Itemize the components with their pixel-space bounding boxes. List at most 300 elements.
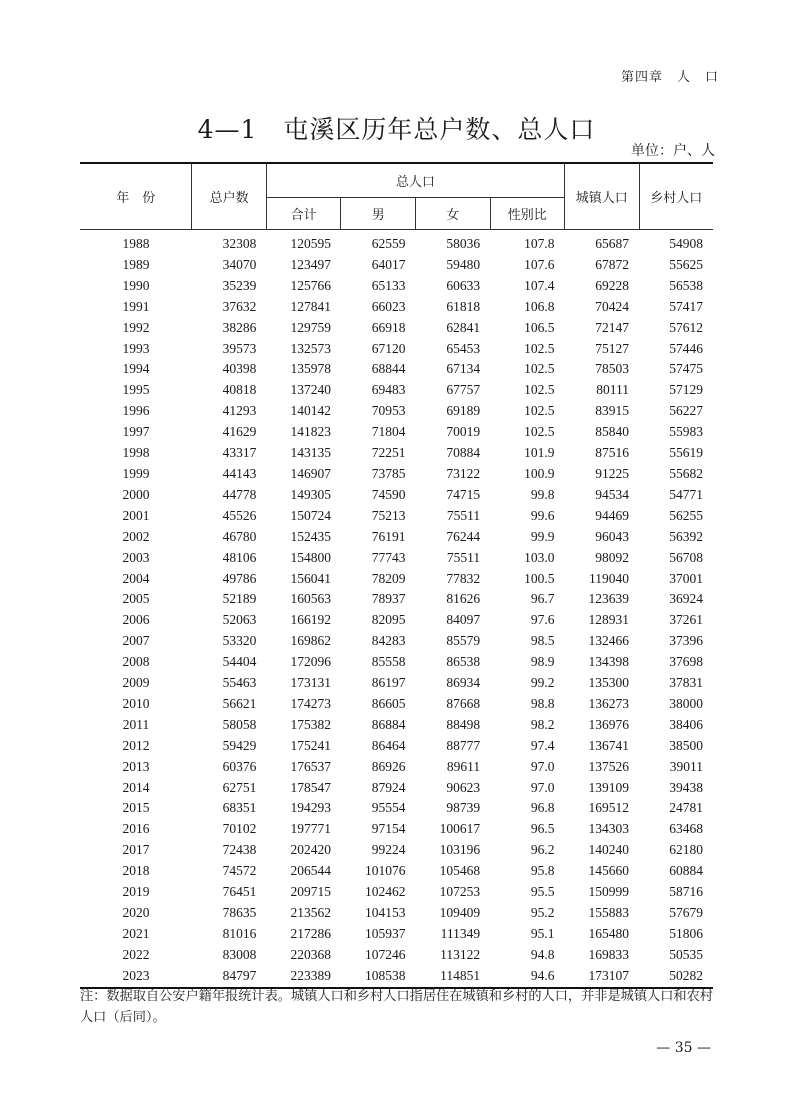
value-cell: 88777 — [446, 737, 481, 753]
table-row — [80, 652, 713, 673]
value-cell: 128931 — [588, 612, 630, 628]
value-cell: 58058 — [222, 716, 257, 732]
value-cell: 56392 — [669, 528, 703, 544]
value-cell: 107.4 — [524, 277, 555, 293]
value-cell: 169512 — [588, 800, 630, 816]
value-cell: 96.5 — [530, 821, 555, 837]
value-cell: 103.0 — [524, 549, 555, 565]
value-cell: 169862 — [290, 633, 331, 649]
year-cell: 1999 — [122, 465, 150, 481]
value-cell: 97154 — [371, 821, 406, 837]
table-row — [80, 297, 713, 318]
year-cell: 2020 — [122, 905, 150, 920]
value-cell: 55983 — [669, 424, 703, 440]
value-cell: 68844 — [371, 361, 406, 377]
table-row — [80, 527, 713, 548]
value-cell: 149305 — [290, 486, 331, 502]
value-cell: 37396 — [669, 633, 703, 649]
value-cell: 145660 — [588, 863, 630, 879]
value-cell: 87668 — [446, 695, 481, 711]
value-cell: 107.6 — [524, 256, 555, 272]
header-year: 年 份 — [80, 163, 192, 230]
header-sex-ratio: 性别比 — [490, 198, 564, 230]
value-cell: 152435 — [290, 528, 331, 544]
value-cell: 61818 — [446, 298, 481, 314]
value-cell: 54908 — [669, 236, 703, 251]
value-cell: 43317 — [222, 445, 257, 461]
value-cell: 173131 — [290, 675, 331, 691]
value-cell: 86605 — [371, 695, 406, 711]
value-cell: 77743 — [371, 549, 406, 565]
table-row — [80, 359, 713, 380]
table-row — [80, 861, 713, 882]
year-cell: 2012 — [122, 737, 150, 753]
value-cell: 39438 — [669, 779, 703, 795]
value-cell: 143135 — [290, 445, 331, 461]
value-cell: 83008 — [222, 946, 257, 962]
value-cell: 78209 — [371, 570, 406, 586]
value-cell: 94469 — [595, 507, 630, 523]
value-cell: 65453 — [446, 340, 481, 356]
value-cell: 101076 — [365, 863, 406, 879]
value-cell: 81016 — [222, 925, 257, 941]
table-row — [80, 757, 713, 778]
value-cell: 40818 — [222, 382, 257, 398]
table-row — [80, 506, 713, 527]
value-cell: 97.0 — [530, 758, 555, 774]
value-cell: 155883 — [588, 905, 630, 920]
year-cell: 2005 — [122, 591, 150, 607]
value-cell: 87924 — [371, 779, 406, 795]
value-cell: 135300 — [588, 675, 630, 691]
value-cell: 70424 — [595, 298, 630, 314]
value-cell: 99.6 — [530, 507, 555, 523]
value-cell: 72438 — [222, 842, 257, 858]
value-cell: 91225 — [595, 465, 630, 481]
value-cell: 34070 — [222, 256, 257, 272]
value-cell: 69483 — [371, 382, 406, 398]
table-title: 4—1 屯溪区历年总户数、总人口 — [197, 115, 596, 144]
value-cell: 213562 — [290, 905, 331, 920]
value-cell: 99.9 — [530, 528, 555, 544]
value-cell: 98.5 — [530, 633, 555, 649]
value-cell: 150724 — [290, 507, 331, 523]
value-cell: 50282 — [639, 966, 713, 988]
year-cell: 2000 — [122, 486, 150, 502]
table-row — [80, 966, 713, 988]
value-cell: 55463 — [222, 675, 257, 691]
table-row — [80, 589, 713, 610]
value-cell: 102.5 — [524, 361, 555, 377]
value-cell: 66023 — [371, 298, 406, 314]
table-row — [80, 694, 713, 715]
value-cell: 38286 — [222, 319, 257, 335]
value-cell: 140240 — [588, 842, 630, 858]
value-cell: 74590 — [371, 486, 406, 502]
value-cell: 78937 — [371, 591, 406, 607]
value-cell: 56538 — [669, 277, 703, 293]
value-cell: 100617 — [439, 821, 481, 837]
table-row — [80, 548, 713, 569]
year-cell: 1996 — [122, 403, 150, 419]
year-cell: 1990 — [122, 277, 150, 293]
value-cell: 85840 — [595, 424, 630, 440]
table-row — [80, 631, 713, 652]
year-cell: 2015 — [122, 800, 150, 816]
value-cell: 40398 — [222, 361, 257, 377]
year-cell: 2007 — [122, 633, 150, 649]
page-number: — 35 — — [656, 1040, 711, 1056]
value-cell: 51806 — [669, 925, 703, 941]
value-cell: 68351 — [222, 800, 257, 816]
header-total-population: 总人口 — [266, 163, 564, 198]
value-cell: 98092 — [595, 549, 630, 565]
header-rural: 乡村人口 — [639, 163, 713, 230]
value-cell: 98.8 — [530, 695, 555, 711]
year-cell: 1991 — [122, 298, 150, 314]
value-cell: 98.2 — [530, 716, 555, 732]
table-row — [80, 736, 713, 757]
value-cell: 62180 — [669, 842, 703, 858]
value-cell: 123497 — [290, 256, 331, 272]
value-cell: 134398 — [588, 654, 630, 670]
value-cell: 75127 — [595, 340, 630, 356]
value-cell: 160563 — [290, 591, 331, 607]
value-cell: 114851 — [416, 966, 491, 988]
value-cell: 135978 — [290, 361, 331, 377]
table-row — [80, 569, 713, 590]
table-row — [80, 255, 713, 276]
table-row — [80, 840, 713, 861]
value-cell: 56255 — [669, 507, 703, 523]
value-cell: 136976 — [588, 716, 630, 732]
year-cell: 1997 — [122, 424, 150, 440]
value-cell: 56708 — [669, 549, 703, 565]
year-cell: 2011 — [122, 716, 150, 732]
value-cell: 64017 — [371, 256, 406, 272]
value-cell: 156041 — [290, 570, 331, 586]
year-cell: 2019 — [122, 884, 150, 900]
value-cell: 57679 — [669, 905, 703, 920]
value-cell: 139109 — [588, 779, 630, 795]
value-cell: 132573 — [290, 340, 331, 356]
value-cell: 65687 — [595, 236, 630, 251]
value-cell: 141823 — [290, 424, 331, 440]
value-cell: 86934 — [446, 675, 481, 691]
value-cell: 35239 — [222, 277, 257, 293]
value-cell: 65133 — [371, 277, 406, 293]
chapter-header: 第四章 人 口 — [620, 70, 719, 85]
value-cell: 50535 — [669, 946, 703, 962]
value-cell: 129759 — [290, 319, 331, 335]
value-cell: 102.5 — [524, 340, 555, 356]
value-cell: 36924 — [669, 591, 703, 607]
value-cell: 60884 — [669, 863, 703, 879]
value-cell: 72147 — [595, 319, 630, 335]
value-cell: 59429 — [222, 737, 257, 753]
year-cell: 2017 — [122, 842, 150, 858]
value-cell: 136741 — [588, 737, 630, 753]
value-cell: 57612 — [669, 319, 703, 335]
value-cell: 194293 — [290, 800, 331, 816]
value-cell: 220368 — [290, 946, 331, 962]
value-cell: 217286 — [290, 925, 331, 941]
header-female: 女 — [416, 198, 491, 230]
value-cell: 37831 — [669, 675, 703, 691]
table-row — [80, 230, 713, 255]
value-cell: 67872 — [595, 256, 630, 272]
value-cell: 52189 — [222, 591, 257, 607]
value-cell: 106.5 — [524, 319, 555, 335]
value-cell: 105468 — [439, 863, 481, 879]
year-cell: 2023 — [80, 966, 192, 988]
value-cell: 97.6 — [530, 612, 555, 628]
value-cell: 70884 — [446, 445, 481, 461]
value-cell: 37698 — [669, 654, 703, 670]
value-cell: 111349 — [440, 925, 481, 941]
value-cell: 75511 — [446, 549, 481, 565]
table-row — [80, 276, 713, 297]
value-cell: 48106 — [222, 549, 257, 565]
year-cell: 2018 — [122, 863, 150, 879]
value-cell: 104153 — [365, 905, 406, 920]
value-cell: 94.6 — [490, 966, 564, 988]
value-cell: 44143 — [222, 465, 257, 481]
table-row — [80, 778, 713, 799]
value-cell: 172096 — [290, 654, 331, 670]
table-row — [80, 924, 713, 945]
unit-label: 单位：户、人 — [631, 143, 715, 159]
value-cell: 150999 — [588, 884, 630, 900]
value-cell: 154800 — [290, 549, 331, 565]
table-row — [80, 485, 713, 506]
value-cell: 59480 — [446, 256, 481, 272]
table-row — [80, 903, 713, 924]
value-cell: 69189 — [446, 403, 481, 419]
value-cell: 169833 — [588, 946, 630, 962]
header-male: 男 — [341, 198, 416, 230]
value-cell: 57475 — [669, 361, 703, 377]
year-cell: 2022 — [122, 946, 150, 962]
value-cell: 58036 — [446, 236, 481, 251]
value-cell: 99.8 — [530, 486, 555, 502]
value-cell: 45526 — [222, 507, 257, 523]
value-cell: 166192 — [290, 612, 331, 628]
year-cell: 1993 — [122, 340, 150, 356]
value-cell: 73785 — [371, 465, 406, 481]
value-cell: 38000 — [669, 695, 703, 711]
value-cell: 86538 — [446, 654, 481, 670]
value-cell: 176537 — [290, 758, 331, 774]
value-cell: 101.9 — [524, 445, 555, 461]
year-cell: 2004 — [122, 570, 150, 586]
value-cell: 72251 — [371, 445, 406, 461]
value-cell: 76244 — [446, 528, 481, 544]
value-cell: 38406 — [669, 716, 703, 732]
value-cell: 56621 — [222, 695, 257, 711]
year-cell: 2010 — [122, 695, 150, 711]
value-cell: 107.8 — [524, 236, 555, 251]
value-cell: 70102 — [222, 821, 257, 837]
value-cell: 102.5 — [524, 424, 555, 440]
header-urban: 城镇人口 — [564, 163, 639, 230]
header-households: 总户数 — [192, 163, 266, 230]
value-cell: 52063 — [222, 612, 257, 628]
value-cell: 96.2 — [530, 842, 555, 858]
value-cell: 123639 — [588, 591, 630, 607]
table-row — [80, 339, 713, 360]
value-cell: 60376 — [222, 758, 257, 774]
value-cell: 146907 — [290, 465, 331, 481]
value-cell: 69228 — [595, 277, 630, 293]
value-cell: 57417 — [669, 298, 703, 314]
value-cell: 137240 — [290, 382, 331, 398]
year-cell: 1998 — [122, 445, 150, 461]
value-cell: 125766 — [290, 277, 331, 293]
value-cell: 99224 — [371, 842, 406, 858]
value-cell: 54404 — [222, 654, 257, 670]
value-cell: 76191 — [371, 528, 406, 544]
value-cell: 83915 — [595, 403, 630, 419]
value-cell: 95.8 — [530, 863, 555, 879]
value-cell: 60633 — [446, 277, 481, 293]
value-cell: 175241 — [290, 737, 331, 753]
value-cell: 84797 — [192, 966, 266, 988]
value-cell: 102462 — [365, 884, 406, 900]
value-cell: 140142 — [290, 403, 331, 419]
value-cell: 173107 — [564, 966, 639, 988]
value-cell: 178547 — [290, 779, 331, 795]
value-cell: 74715 — [446, 486, 481, 502]
value-cell: 67120 — [371, 340, 406, 356]
value-cell: 136273 — [588, 695, 630, 711]
value-cell: 100.9 — [524, 465, 555, 481]
year-cell: 2021 — [122, 925, 150, 941]
value-cell: 94534 — [595, 486, 630, 502]
value-cell: 108538 — [341, 966, 416, 988]
value-cell: 109409 — [439, 905, 481, 920]
year-cell: 2008 — [122, 654, 150, 670]
value-cell: 165480 — [588, 925, 630, 941]
value-cell: 78635 — [222, 905, 257, 920]
table-row — [80, 380, 713, 401]
year-cell: 2001 — [122, 507, 150, 523]
value-cell: 41293 — [222, 403, 257, 419]
value-cell: 86926 — [371, 758, 406, 774]
value-cell: 82095 — [371, 612, 406, 628]
table-row — [80, 798, 713, 819]
value-cell: 81626 — [446, 591, 481, 607]
value-cell: 209715 — [290, 884, 331, 900]
value-cell: 96.7 — [530, 591, 555, 607]
table-row — [80, 945, 713, 966]
value-cell: 85558 — [371, 654, 406, 670]
table-row — [80, 422, 713, 443]
value-cell: 73122 — [446, 465, 481, 481]
value-cell: 70019 — [446, 424, 481, 440]
year-cell: 2014 — [122, 779, 150, 795]
value-cell: 53320 — [222, 633, 257, 649]
value-cell: 84283 — [371, 633, 406, 649]
value-cell: 39011 — [669, 758, 703, 774]
value-cell: 120595 — [290, 236, 331, 251]
value-cell: 54771 — [669, 486, 703, 502]
value-cell: 134303 — [588, 821, 630, 837]
footnote: 注：数据取自公安户籍年报统计表。城镇人口和乡村人口指居住在城镇和乡村的人口，并非是城镇人口和农村人口（后同）。 — [80, 989, 713, 1025]
value-cell: 137526 — [588, 758, 630, 774]
year-cell: 2002 — [122, 528, 150, 544]
table-row — [80, 318, 713, 339]
value-cell: 55682 — [669, 465, 703, 481]
value-cell: 202420 — [290, 842, 331, 858]
value-cell: 24781 — [669, 800, 703, 816]
value-cell: 55625 — [669, 256, 703, 272]
value-cell: 95.2 — [530, 905, 555, 920]
value-cell: 106.8 — [524, 298, 555, 314]
value-cell: 39573 — [222, 340, 257, 356]
value-cell: 98739 — [446, 800, 481, 816]
value-cell: 89611 — [446, 758, 481, 774]
table-row — [80, 882, 713, 903]
value-cell: 206544 — [290, 863, 331, 879]
value-cell: 76451 — [222, 884, 257, 900]
value-cell: 88498 — [446, 716, 481, 732]
year-cell: 1992 — [122, 319, 150, 335]
year-cell: 2009 — [122, 675, 150, 691]
value-cell: 100.5 — [524, 570, 555, 586]
value-cell: 38500 — [669, 737, 703, 753]
year-cell: 2003 — [122, 549, 150, 565]
year-cell: 2016 — [122, 821, 150, 837]
value-cell: 57129 — [669, 382, 703, 398]
value-cell: 113122 — [440, 946, 481, 962]
year-cell: 2013 — [122, 758, 150, 774]
value-cell: 107253 — [439, 884, 481, 900]
value-cell: 37632 — [222, 298, 257, 314]
year-cell: 1994 — [122, 361, 150, 377]
value-cell: 77832 — [446, 570, 481, 586]
value-cell: 37261 — [669, 612, 703, 628]
value-cell: 71804 — [371, 424, 406, 440]
value-cell: 74572 — [222, 863, 257, 879]
year-cell: 1988 — [122, 236, 150, 251]
value-cell: 132466 — [588, 633, 630, 649]
value-cell: 105937 — [365, 925, 406, 941]
value-cell: 97.0 — [530, 779, 555, 795]
value-cell: 95554 — [371, 800, 406, 816]
value-cell: 85579 — [446, 633, 481, 649]
value-cell: 90623 — [446, 779, 481, 795]
value-cell: 67757 — [446, 382, 481, 398]
value-cell: 62841 — [446, 319, 481, 335]
value-cell: 96.8 — [530, 800, 555, 816]
value-cell: 95.5 — [530, 884, 555, 900]
value-cell: 86464 — [371, 737, 406, 753]
value-cell: 107246 — [365, 946, 406, 962]
value-cell: 97.4 — [530, 737, 555, 753]
value-cell: 87516 — [595, 445, 630, 461]
value-cell: 102.5 — [524, 382, 555, 398]
value-cell: 75213 — [371, 507, 406, 523]
value-cell: 44778 — [222, 486, 257, 502]
value-cell: 127841 — [290, 298, 331, 314]
value-cell: 86197 — [371, 675, 406, 691]
value-cell: 95.1 — [530, 925, 555, 941]
value-cell: 99.2 — [530, 675, 555, 691]
value-cell: 41629 — [222, 424, 257, 440]
population-table — [80, 162, 713, 989]
table-row — [80, 819, 713, 840]
